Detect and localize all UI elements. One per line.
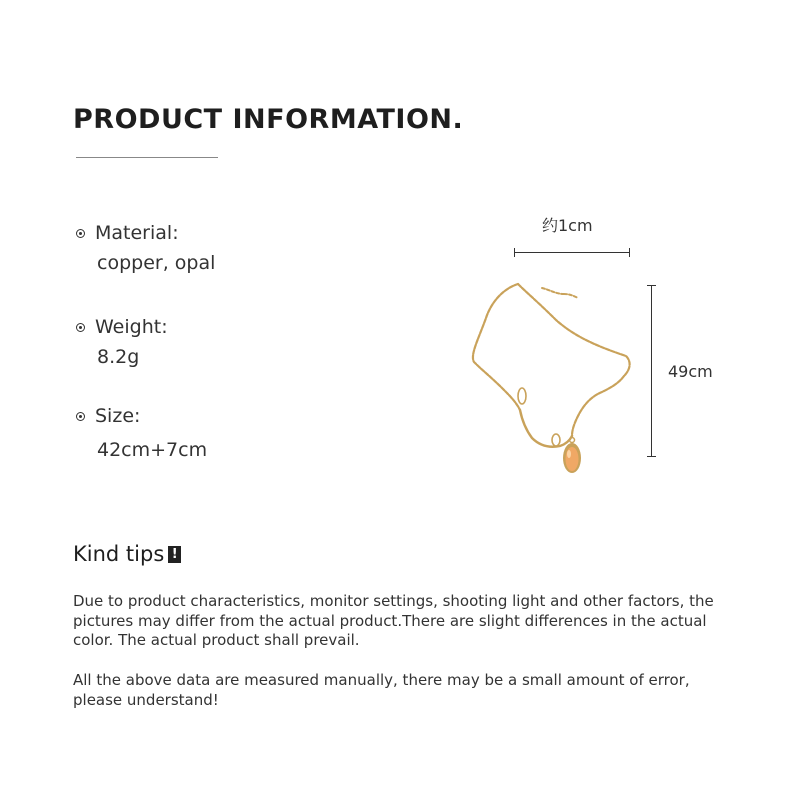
bullet-icon [76, 412, 85, 421]
title-divider [76, 157, 218, 158]
spec-label: Material: [95, 222, 179, 244]
measurement-note: All the above data are measured manually, there may be a small amount of error, please understand! [73, 671, 690, 709]
kind-tips-title: Kind tips [73, 542, 165, 566]
spec-value: copper, opal [97, 252, 216, 274]
necklace-product-image [460, 270, 640, 485]
exclamation-icon: ! [168, 546, 181, 563]
disclaimer-paragraph: Due to product characteristics, monitor settings, shooting light and other factors, the pictures may differ from the actual product.There are slight differences in the actual color. The actual product shall prevail. [73, 592, 714, 649]
spec-weight [76, 316, 168, 368]
spec-label: Weight: [95, 316, 168, 338]
spec-material [76, 222, 215, 274]
bullet-icon [76, 323, 85, 332]
length-dimension-line [651, 285, 652, 457]
length-dimension-label: 49cm [668, 362, 713, 381]
bullet-icon [76, 229, 85, 238]
spec-size [76, 405, 207, 461]
spec-value: 8.2g [97, 346, 140, 368]
page-title: PRODUCT INFORMATION. [73, 104, 464, 135]
width-dimension-line [514, 252, 630, 253]
spec-label: Size: [95, 405, 141, 427]
spec-value: 42cm+7cm [97, 439, 208, 461]
kind-tips-heading [73, 542, 181, 566]
width-dimension-label: 约1cm [542, 216, 593, 235]
